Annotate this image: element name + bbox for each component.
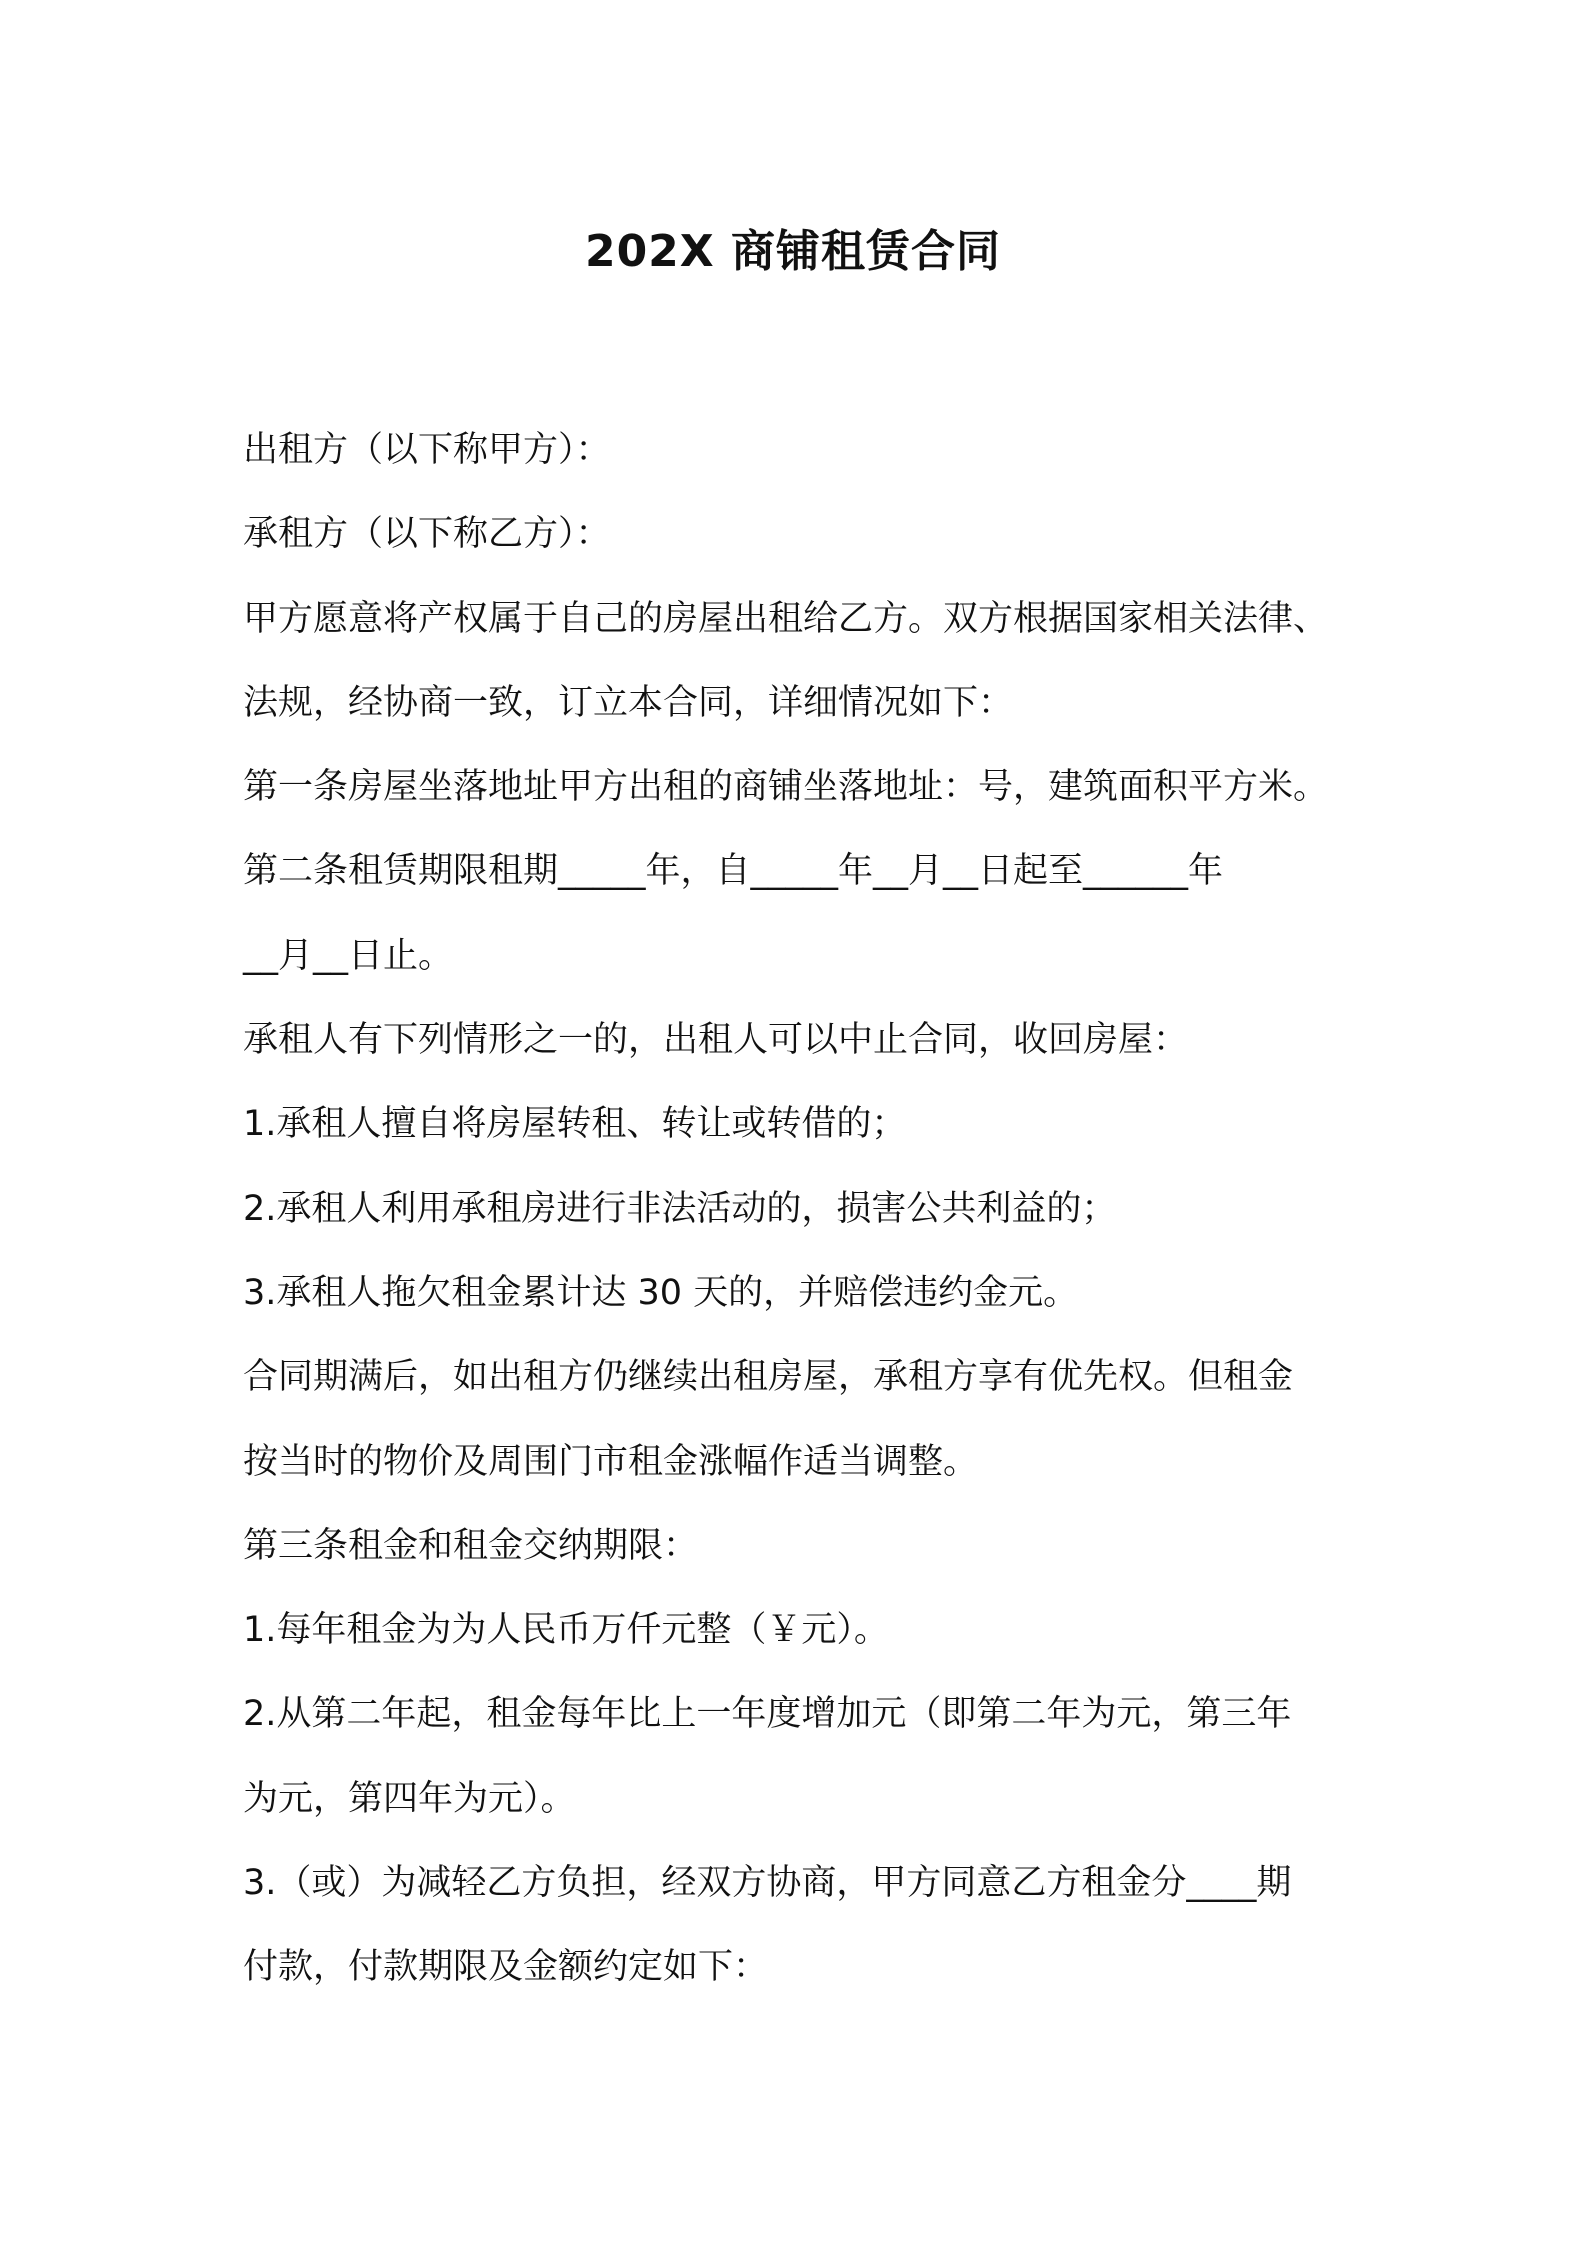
party-b-line: 承租方（以下称乙方）： <box>243 514 611 555</box>
article-1-line: 第一条房屋坐落地址甲方出租的商铺坐落地址：号，建筑面积平方米。 <box>243 767 1329 808</box>
article-2-line-1: 第二条租赁期限租期_____年，自_____年__月__日起至______年 <box>243 851 1224 892</box>
preamble-line-2: 法规，经协商一致，订立本合同，详细情况如下： <box>243 682 1014 723</box>
renewal-line-2: 按当时的物价及周围门市租金涨幅作适当调整。 <box>243 1441 979 1482</box>
termination-item-1: 1.承租人擅自将房屋转租、转让或转借的； <box>243 1104 907 1145</box>
rent-item-2-line-1: 2.从第二年起，租金每年比上一年度增加元（即第二年为元，第三年 <box>243 1694 1292 1735</box>
renewal-line-1: 合同期满后，如出租方仍继续出租房屋，承租方享有优先权。但租金 <box>243 1357 1294 1398</box>
termination-item-2: 2.承租人利用承租房进行非法活动的，损害公共利益的； <box>243 1188 1117 1229</box>
preamble-line-1: 甲方愿意将产权属于自己的房屋出租给乙方。双方根据国家相关法律、 <box>243 598 1329 639</box>
rent-item-3-line-1: 3.（或）为减轻乙方负担，经双方协商，甲方同意乙方租金分____期 <box>243 1863 1292 1904</box>
article-2-line-2: __月__日止。 <box>243 935 454 976</box>
termination-item-3: 3.承租人拖欠租金累计达 30 天的，并赔偿违约金元。 <box>243 1272 1079 1313</box>
rent-item-1: 1.每年租金为为人民币万仟元整（￥元）。 <box>243 1610 889 1651</box>
party-a-line: 出租方（以下称甲方）： <box>243 430 611 470</box>
document-body <box>243 408 1383 2010</box>
document-title: 202X 商铺租赁合同 <box>584 226 1002 277</box>
rent-item-3-line-2: 付款，付款期限及金额约定如下： <box>243 1947 769 1988</box>
article-3-heading: 第三条租金和租金交纳期限： <box>243 1525 699 1566</box>
rent-item-2-line-2: 为元，第四年为元）。 <box>243 1778 576 1819</box>
termination-intro-line: 承租人有下列情形之一的，出租人可以中止合同，收回房屋： <box>243 1020 1189 1061</box>
